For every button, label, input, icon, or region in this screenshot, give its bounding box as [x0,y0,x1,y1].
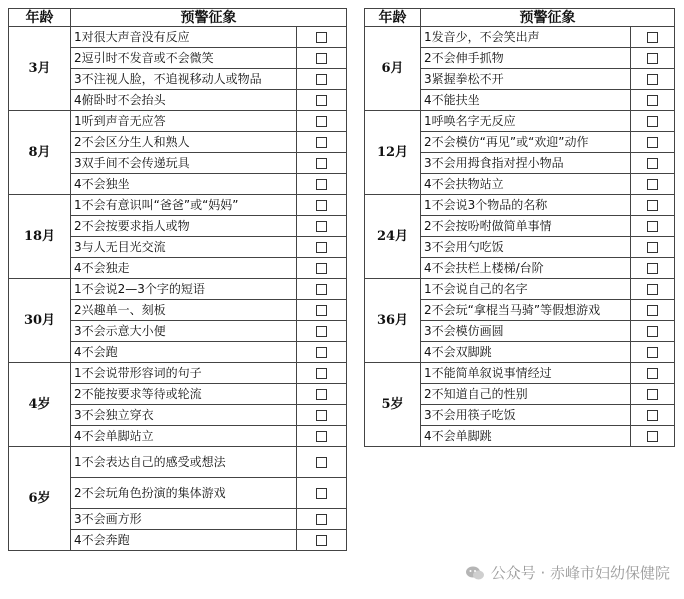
checkbox[interactable] [316,74,327,85]
checkbox[interactable] [316,179,327,190]
warning-sign-text: 2不知道自己的性别 [421,384,631,405]
table-row [365,111,675,132]
checkbox[interactable] [316,457,327,468]
warning-sign-text: 1不能简单叙说事情经过 [421,363,631,384]
checkbox-cell [297,153,347,174]
checkbox-cell [631,69,675,90]
checkbox[interactable] [647,284,658,295]
checkbox[interactable] [316,158,327,169]
checkbox-cell [631,174,675,195]
warning-sign-text: 2不会玩“拿棍当马骑”等假想游戏 [421,300,631,321]
table-row [9,279,347,300]
checkbox[interactable] [316,242,327,253]
checkbox-cell [297,321,347,342]
checkbox-cell [297,342,347,363]
header-row [365,9,675,27]
age-cell: 6岁 [9,447,71,551]
checkbox-cell [297,111,347,132]
warning-sign-text: 1不会说带形容词的句子 [71,363,297,384]
table-row [365,279,675,300]
checkbox[interactable] [647,305,658,316]
checkbox[interactable] [647,116,658,127]
warning-sign-text: 3不会模仿画圆 [421,321,631,342]
warning-sign-text: 4俯卧时不会抬头 [71,90,297,111]
checkbox-cell [631,384,675,405]
age-cell: 24月 [365,195,421,279]
checkbox-cell [297,509,347,530]
age-cell: 6月 [365,27,421,111]
warning-sign-text: 4不会扶栏上楼梯/台阶 [421,258,631,279]
checkbox-cell [297,530,347,551]
checkbox[interactable] [647,158,658,169]
warning-sign-text: 3不会独立穿衣 [71,405,297,426]
warning-sign-text: 4不会单脚站立 [71,426,297,447]
checkbox[interactable] [316,305,327,316]
table-row [365,27,675,48]
checkbox[interactable] [316,368,327,379]
warning-sign-text: 3不会用拇食指对捏小物品 [421,153,631,174]
checkbox[interactable] [647,53,658,64]
checkbox-cell [297,258,347,279]
signs-header: 预警征象 [71,9,347,27]
age-cell: 18月 [9,195,71,279]
checkbox[interactable] [316,514,327,525]
checkbox[interactable] [316,200,327,211]
checkbox[interactable] [316,326,327,337]
checkbox-cell [631,195,675,216]
checkbox-cell [631,90,675,111]
warning-sign-text: 2不会伸手抓物 [421,48,631,69]
checkbox[interactable] [647,242,658,253]
checkbox[interactable] [316,95,327,106]
checkbox-cell [297,174,347,195]
watermark-text: 公众号 · 赤峰市妇幼保健院 [490,564,670,582]
checkbox-cell [631,132,675,153]
warning-sign-text: 1呼唤名字无反应 [421,111,631,132]
checkbox-cell [297,426,347,447]
warning-sign-text: 4不会双脚跳 [421,342,631,363]
warning-sign-text: 3与人无目光交流 [71,237,297,258]
age-cell: 3月 [9,27,71,111]
warning-sign-text: 2不会按要求指人或物 [71,216,297,237]
checkbox[interactable] [316,263,327,274]
age-header: 年龄 [9,9,71,27]
checkbox-cell [297,69,347,90]
checkbox-cell [631,111,675,132]
header-row [9,9,347,27]
checkbox[interactable] [316,535,327,546]
warning-sign-text: 2不能按要求等待或轮流 [71,384,297,405]
checkbox-cell [297,279,347,300]
checkbox[interactable] [647,263,658,274]
checkbox-cell [297,384,347,405]
checkbox[interactable] [647,347,658,358]
warning-sign-text: 2兴趣单一、刻板 [71,300,297,321]
warning-sign-text: 4不会单脚跳 [421,426,631,447]
checkbox-cell [631,300,675,321]
table-row [9,27,347,48]
age-cell: 12月 [365,111,421,195]
checkbox-cell [297,48,347,69]
signs-header: 预警征象 [421,9,675,27]
warning-sign-text: 2不会玩角色扮演的集体游戏 [71,478,297,509]
table-row [9,111,347,132]
checkbox-cell [631,405,675,426]
checkbox[interactable] [647,95,658,106]
checkbox[interactable] [647,326,658,337]
warning-sign-text: 3紧握拳松不开 [421,69,631,90]
warning-sign-text: 1不会说3个物品的名称 [421,195,631,216]
checkbox[interactable] [647,179,658,190]
warning-sign-text: 4不能扶坐 [421,90,631,111]
checkbox-cell [297,195,347,216]
warning-sign-text: 4不会扶物站立 [421,174,631,195]
table-row [365,195,675,216]
checkbox[interactable] [647,410,658,421]
checkbox-cell [631,27,675,48]
warning-sign-text: 2逗引时不发音或不会微笑 [71,48,297,69]
warning-sign-text: 3双手间不会传递玩具 [71,153,297,174]
warning-sign-text: 3不会画方形 [71,509,297,530]
checkbox-cell [631,153,675,174]
checkbox-cell [631,279,675,300]
checkbox[interactable] [316,32,327,43]
checkbox[interactable] [647,200,658,211]
checkbox-cell [631,321,675,342]
warning-sign-text: 1不会有意识叫“爸爸”或“妈妈” [71,195,297,216]
warning-sign-text: 3不会示意大小便 [71,321,297,342]
checkbox[interactable] [316,53,327,64]
warning-sign-text: 1不会说2—3个字的短语 [71,279,297,300]
checkbox[interactable] [316,221,327,232]
checkbox[interactable] [316,389,327,400]
warning-sign-text: 1不会表达自己的感受或想法 [71,447,297,478]
checkbox-cell [297,405,347,426]
checkbox[interactable] [316,410,327,421]
warning-sign-text: 4不会独走 [71,258,297,279]
checkbox-cell [297,478,347,509]
table-row [9,447,347,478]
table-row [365,363,675,384]
warning-sign-text: 3不注视人脸，不追视移动人或物品 [71,69,297,90]
checkbox-cell [297,27,347,48]
checkbox-cell [631,342,675,363]
checkbox[interactable] [647,431,658,442]
table-row [9,363,347,384]
checkbox-cell [297,237,347,258]
warning-sign-text: 4不会跑 [71,342,297,363]
checkbox-cell [297,90,347,111]
warning-sign-text: 2不会模仿“再见”或“欢迎”动作 [421,132,631,153]
checkbox[interactable] [316,488,327,499]
watermark [465,562,670,583]
age-cell: 5岁 [365,363,421,447]
right-warning-table [364,8,675,447]
age-cell: 8月 [9,111,71,195]
checkbox[interactable] [316,284,327,295]
checkbox[interactable] [647,368,658,379]
checkbox[interactable] [316,137,327,148]
age-cell: 36月 [365,279,421,363]
checkbox[interactable] [647,32,658,43]
age-cell: 30月 [9,279,71,363]
checkbox-cell [297,447,347,478]
checkbox[interactable] [647,389,658,400]
warning-sign-text: 2不会按吩咐做简单事情 [421,216,631,237]
checkbox-cell [297,363,347,384]
warning-sign-text: 1发音少，不会笑出声 [421,27,631,48]
checkbox-cell [297,300,347,321]
checkbox-cell [631,258,675,279]
warning-sign-text: 1不会说自己的名字 [421,279,631,300]
checkbox[interactable] [316,431,327,442]
warning-sign-text: 1对很大声音没有反应 [71,27,297,48]
warning-sign-text: 4不会独坐 [71,174,297,195]
warning-sign-text: 4不会奔跑 [71,530,297,551]
checkbox-cell [631,363,675,384]
warning-sign-text: 1听到声音无应答 [71,111,297,132]
checkbox-cell [297,216,347,237]
warning-sign-text: 3不会用筷子吃饭 [421,405,631,426]
wechat-icon [465,565,485,581]
checkbox[interactable] [647,221,658,232]
age-cell: 4岁 [9,363,71,447]
left-warning-table [8,8,347,551]
checkbox[interactable] [647,137,658,148]
checkbox-cell [631,48,675,69]
warning-sign-text: 2不会区分生人和熟人 [71,132,297,153]
checkbox-cell [631,426,675,447]
checkbox-cell [297,132,347,153]
age-header: 年龄 [365,9,421,27]
checkbox[interactable] [316,116,327,127]
checkbox-cell [631,237,675,258]
warning-sign-text: 3不会用勺吃饭 [421,237,631,258]
checkbox[interactable] [316,347,327,358]
checkbox[interactable] [647,74,658,85]
table-row [9,195,347,216]
checkbox-cell [631,216,675,237]
